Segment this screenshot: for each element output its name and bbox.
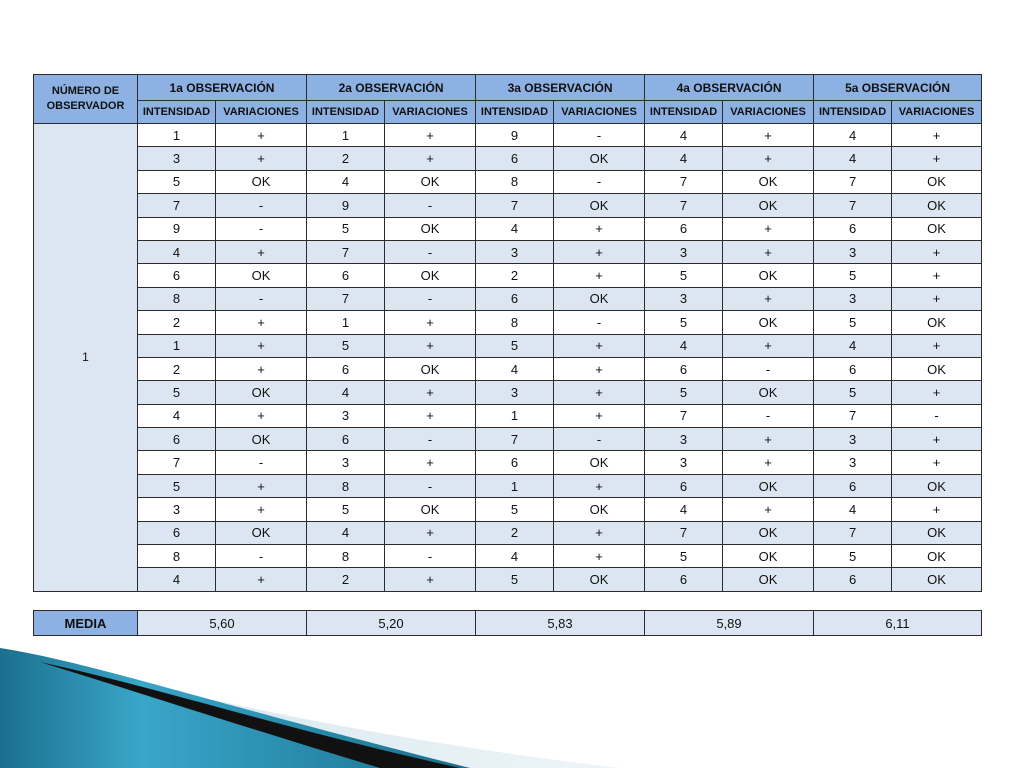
- variation-cell: OK: [554, 147, 645, 170]
- variation-cell: +: [385, 147, 476, 170]
- observation-5-header: 5a OBSERVACIÓN: [814, 75, 982, 101]
- variation-cell: +: [892, 428, 982, 451]
- variation-cell: +: [216, 147, 307, 170]
- variation-cell: +: [216, 568, 307, 591]
- intensity-cell: 1: [307, 311, 385, 334]
- variation-cell: -: [385, 287, 476, 310]
- variation-cell: OK: [892, 217, 982, 240]
- intensity-cell: 6: [476, 147, 554, 170]
- intensity-cell: 5: [476, 568, 554, 591]
- intensity-cell: 5: [476, 334, 554, 357]
- intensity-cell: 6: [814, 568, 892, 591]
- intensity-cell: 8: [476, 311, 554, 334]
- variation-cell: OK: [723, 521, 814, 544]
- table-row: [34, 264, 982, 287]
- table-row: [34, 521, 982, 544]
- variation-cell: +: [554, 404, 645, 427]
- intensity-header: INTENSIDAD: [138, 101, 216, 124]
- variation-cell: OK: [385, 357, 476, 380]
- observer-number-header: NÚMERO DE OBSERVADOR: [34, 75, 138, 124]
- intensity-cell: 6: [138, 264, 216, 287]
- intensity-cell: 5: [307, 217, 385, 240]
- media-value: 5,20: [307, 611, 476, 636]
- intensity-cell: 7: [814, 521, 892, 544]
- variation-cell: +: [892, 498, 982, 521]
- intensity-cell: 6: [645, 474, 723, 497]
- variation-cell: +: [385, 521, 476, 544]
- table-row: [34, 474, 982, 497]
- intensity-cell: 2: [307, 147, 385, 170]
- variation-cell: +: [723, 287, 814, 310]
- table-body: [34, 124, 982, 592]
- variation-cell: +: [385, 451, 476, 474]
- intensity-cell: 4: [307, 381, 385, 404]
- intensity-cell: 4: [814, 124, 892, 147]
- intensity-cell: 5: [814, 264, 892, 287]
- variation-cell: +: [216, 404, 307, 427]
- variation-cell: -: [385, 545, 476, 568]
- intensity-cell: 7: [645, 521, 723, 544]
- variation-cell: OK: [892, 521, 982, 544]
- variation-cell: OK: [216, 428, 307, 451]
- intensity-cell: 3: [476, 381, 554, 404]
- intensity-cell: 1: [138, 334, 216, 357]
- intensity-cell: 3: [645, 451, 723, 474]
- table-row: [34, 124, 982, 147]
- variation-cell: OK: [892, 568, 982, 591]
- variation-cell: +: [554, 474, 645, 497]
- variation-cell: +: [216, 124, 307, 147]
- variation-cell: OK: [385, 217, 476, 240]
- intensity-cell: 3: [307, 451, 385, 474]
- variation-cell: +: [723, 451, 814, 474]
- intensity-cell: 3: [814, 451, 892, 474]
- intensity-cell: 6: [814, 217, 892, 240]
- intensity-cell: 3: [307, 404, 385, 427]
- variation-cell: -: [216, 287, 307, 310]
- table-row: [34, 147, 982, 170]
- variation-cell: -: [385, 240, 476, 263]
- media-value: 5,83: [476, 611, 645, 636]
- intensity-cell: 5: [476, 498, 554, 521]
- table-row: [34, 568, 982, 591]
- intensity-cell: 3: [814, 428, 892, 451]
- intensity-cell: 7: [138, 194, 216, 217]
- variation-cell: OK: [892, 545, 982, 568]
- table-row: [34, 404, 982, 427]
- variation-cell: +: [554, 334, 645, 357]
- observation-1-header: 1a OBSERVACIÓN: [138, 75, 307, 101]
- variation-cell: -: [892, 404, 982, 427]
- observation-4-header: 4a OBSERVACIÓN: [645, 75, 814, 101]
- variations-header: VARIACIONES: [554, 101, 645, 124]
- intensity-cell: 3: [814, 287, 892, 310]
- intensity-cell: 4: [645, 147, 723, 170]
- intensity-cell: 2: [138, 311, 216, 334]
- variation-cell: +: [892, 381, 982, 404]
- variation-cell: +: [385, 311, 476, 334]
- intensity-cell: 3: [476, 240, 554, 263]
- table-row: [34, 451, 982, 474]
- variation-cell: -: [216, 451, 307, 474]
- intensity-cell: 6: [138, 428, 216, 451]
- variation-cell: +: [385, 381, 476, 404]
- variation-cell: +: [723, 217, 814, 240]
- variations-header: VARIACIONES: [385, 101, 476, 124]
- intensity-cell: 5: [307, 334, 385, 357]
- intensity-cell: 4: [814, 334, 892, 357]
- intensity-cell: 5: [814, 381, 892, 404]
- variation-cell: -: [216, 545, 307, 568]
- intensity-cell: 4: [138, 568, 216, 591]
- variation-cell: +: [385, 568, 476, 591]
- intensity-cell: 2: [307, 568, 385, 591]
- intensity-cell: 3: [814, 240, 892, 263]
- table-row: [34, 334, 982, 357]
- observation-2-header: 2a OBSERVACIÓN: [307, 75, 476, 101]
- variation-cell: OK: [554, 498, 645, 521]
- variation-cell: OK: [385, 264, 476, 287]
- variations-header: VARIACIONES: [892, 101, 982, 124]
- variation-cell: +: [385, 404, 476, 427]
- intensity-cell: 8: [138, 545, 216, 568]
- table-row: [34, 170, 982, 193]
- intensity-cell: 6: [645, 357, 723, 380]
- variation-cell: +: [554, 240, 645, 263]
- table-row: [34, 357, 982, 380]
- observation-table: [33, 74, 982, 592]
- intensity-header: INTENSIDAD: [645, 101, 723, 124]
- variation-cell: +: [892, 264, 982, 287]
- intensity-cell: 2: [476, 521, 554, 544]
- intensity-cell: 4: [138, 240, 216, 263]
- variation-cell: +: [723, 147, 814, 170]
- media-row: [34, 611, 982, 636]
- variation-cell: +: [892, 147, 982, 170]
- intensity-cell: 7: [307, 287, 385, 310]
- table-row: [34, 381, 982, 404]
- variation-cell: OK: [216, 521, 307, 544]
- intensity-cell: 7: [814, 404, 892, 427]
- intensity-cell: 4: [138, 404, 216, 427]
- intensity-cell: 5: [138, 474, 216, 497]
- variation-cell: -: [554, 170, 645, 193]
- intensity-cell: 4: [476, 217, 554, 240]
- variation-cell: +: [892, 451, 982, 474]
- variation-cell: -: [385, 428, 476, 451]
- observer-number-cell: 1: [34, 124, 138, 592]
- intensity-cell: 9: [307, 194, 385, 217]
- intensity-cell: 3: [138, 498, 216, 521]
- intensity-cell: 4: [645, 498, 723, 521]
- intensity-cell: 4: [307, 521, 385, 544]
- intensity-cell: 8: [476, 170, 554, 193]
- variation-cell: OK: [723, 545, 814, 568]
- variation-cell: OK: [723, 381, 814, 404]
- intensity-cell: 5: [307, 498, 385, 521]
- intensity-cell: 6: [476, 287, 554, 310]
- table-row: [34, 498, 982, 521]
- intensity-cell: 5: [645, 264, 723, 287]
- intensity-cell: 6: [307, 357, 385, 380]
- intensity-cell: 5: [814, 311, 892, 334]
- variation-cell: OK: [554, 194, 645, 217]
- variation-cell: OK: [892, 357, 982, 380]
- variation-cell: +: [723, 240, 814, 263]
- variation-cell: -: [554, 311, 645, 334]
- variation-cell: OK: [723, 311, 814, 334]
- variation-cell: -: [554, 428, 645, 451]
- variation-cell: OK: [216, 264, 307, 287]
- variation-cell: OK: [723, 170, 814, 193]
- intensity-cell: 4: [645, 124, 723, 147]
- intensity-cell: 9: [138, 217, 216, 240]
- intensity-cell: 7: [814, 194, 892, 217]
- intensity-cell: 2: [138, 357, 216, 380]
- intensity-cell: 6: [307, 264, 385, 287]
- intensity-cell: 3: [645, 287, 723, 310]
- intensity-cell: 5: [645, 311, 723, 334]
- variation-cell: OK: [554, 287, 645, 310]
- variation-cell: +: [723, 124, 814, 147]
- intensity-cell: 7: [138, 451, 216, 474]
- intensity-cell: 3: [645, 428, 723, 451]
- intensity-cell: 4: [476, 545, 554, 568]
- variation-cell: OK: [554, 568, 645, 591]
- intensity-cell: 6: [814, 474, 892, 497]
- variation-cell: +: [554, 217, 645, 240]
- intensity-cell: 5: [645, 545, 723, 568]
- media-value: 5,89: [645, 611, 814, 636]
- variation-cell: +: [216, 311, 307, 334]
- intensity-cell: 1: [307, 124, 385, 147]
- intensity-cell: 5: [138, 381, 216, 404]
- media-value: 5,60: [138, 611, 307, 636]
- variation-cell: -: [385, 194, 476, 217]
- intensity-cell: 1: [476, 404, 554, 427]
- variation-cell: +: [554, 381, 645, 404]
- variation-cell: +: [216, 474, 307, 497]
- variation-cell: +: [385, 334, 476, 357]
- intensity-cell: 3: [138, 147, 216, 170]
- intensity-cell: 7: [645, 170, 723, 193]
- media-value: 6,11: [814, 611, 982, 636]
- variation-cell: -: [385, 474, 476, 497]
- variation-cell: +: [216, 357, 307, 380]
- intensity-cell: 2: [476, 264, 554, 287]
- intensity-cell: 7: [645, 194, 723, 217]
- variation-cell: +: [216, 498, 307, 521]
- variation-cell: OK: [385, 170, 476, 193]
- variation-cell: +: [723, 428, 814, 451]
- variation-cell: OK: [216, 381, 307, 404]
- intensity-cell: 4: [476, 357, 554, 380]
- variation-cell: OK: [723, 568, 814, 591]
- intensity-cell: 6: [645, 217, 723, 240]
- media-label: MEDIA: [34, 611, 138, 636]
- intensity-cell: 7: [814, 170, 892, 193]
- variation-cell: +: [554, 357, 645, 380]
- intensity-cell: 6: [307, 428, 385, 451]
- variation-cell: +: [216, 240, 307, 263]
- variation-cell: OK: [723, 474, 814, 497]
- intensity-cell: 9: [476, 124, 554, 147]
- intensity-cell: 7: [476, 194, 554, 217]
- variation-cell: +: [892, 124, 982, 147]
- media-table: [33, 610, 982, 636]
- variation-cell: OK: [892, 311, 982, 334]
- table-row: [34, 217, 982, 240]
- variation-cell: +: [892, 334, 982, 357]
- variations-header: VARIACIONES: [723, 101, 814, 124]
- variation-cell: +: [385, 124, 476, 147]
- intensity-cell: 8: [138, 287, 216, 310]
- variation-cell: +: [892, 240, 982, 263]
- variation-cell: -: [723, 404, 814, 427]
- variation-cell: OK: [892, 474, 982, 497]
- intensity-cell: 3: [645, 240, 723, 263]
- table-row: [34, 545, 982, 568]
- variation-cell: OK: [723, 194, 814, 217]
- intensity-cell: 6: [645, 568, 723, 591]
- intensity-cell: 6: [814, 357, 892, 380]
- intensity-cell: 4: [814, 147, 892, 170]
- table-row: [34, 311, 982, 334]
- variation-cell: +: [554, 545, 645, 568]
- intensity-cell: 1: [138, 124, 216, 147]
- intensity-cell: 4: [307, 170, 385, 193]
- variation-cell: +: [216, 334, 307, 357]
- variation-cell: +: [892, 287, 982, 310]
- intensity-header: INTENSIDAD: [476, 101, 554, 124]
- variation-cell: +: [554, 264, 645, 287]
- variation-cell: -: [216, 194, 307, 217]
- intensity-cell: 8: [307, 474, 385, 497]
- table-row: [34, 240, 982, 263]
- variation-cell: OK: [216, 170, 307, 193]
- variation-cell: -: [216, 217, 307, 240]
- intensity-header: INTENSIDAD: [814, 101, 892, 124]
- intensity-cell: 7: [645, 404, 723, 427]
- variation-cell: OK: [554, 451, 645, 474]
- table-row: [34, 287, 982, 310]
- decorative-swoosh: [0, 640, 1024, 768]
- table-row: [34, 194, 982, 217]
- variation-cell: OK: [723, 264, 814, 287]
- observation-3-header: 3a OBSERVACIÓN: [476, 75, 645, 101]
- intensity-cell: 6: [138, 521, 216, 544]
- intensity-cell: 5: [645, 381, 723, 404]
- variation-cell: OK: [892, 194, 982, 217]
- intensity-cell: 8: [307, 545, 385, 568]
- intensity-header: INTENSIDAD: [307, 101, 385, 124]
- variation-cell: OK: [385, 498, 476, 521]
- intensity-cell: 6: [476, 451, 554, 474]
- intensity-cell: 5: [138, 170, 216, 193]
- variation-cell: +: [723, 334, 814, 357]
- variation-cell: OK: [892, 170, 982, 193]
- intensity-cell: 4: [814, 498, 892, 521]
- variations-header: VARIACIONES: [216, 101, 307, 124]
- intensity-cell: 4: [645, 334, 723, 357]
- variation-cell: +: [723, 498, 814, 521]
- variation-cell: -: [723, 357, 814, 380]
- intensity-cell: 1: [476, 474, 554, 497]
- intensity-cell: 5: [814, 545, 892, 568]
- intensity-cell: 7: [476, 428, 554, 451]
- table-row: [34, 428, 982, 451]
- variation-cell: -: [554, 124, 645, 147]
- intensity-cell: 7: [307, 240, 385, 263]
- variation-cell: +: [554, 521, 645, 544]
